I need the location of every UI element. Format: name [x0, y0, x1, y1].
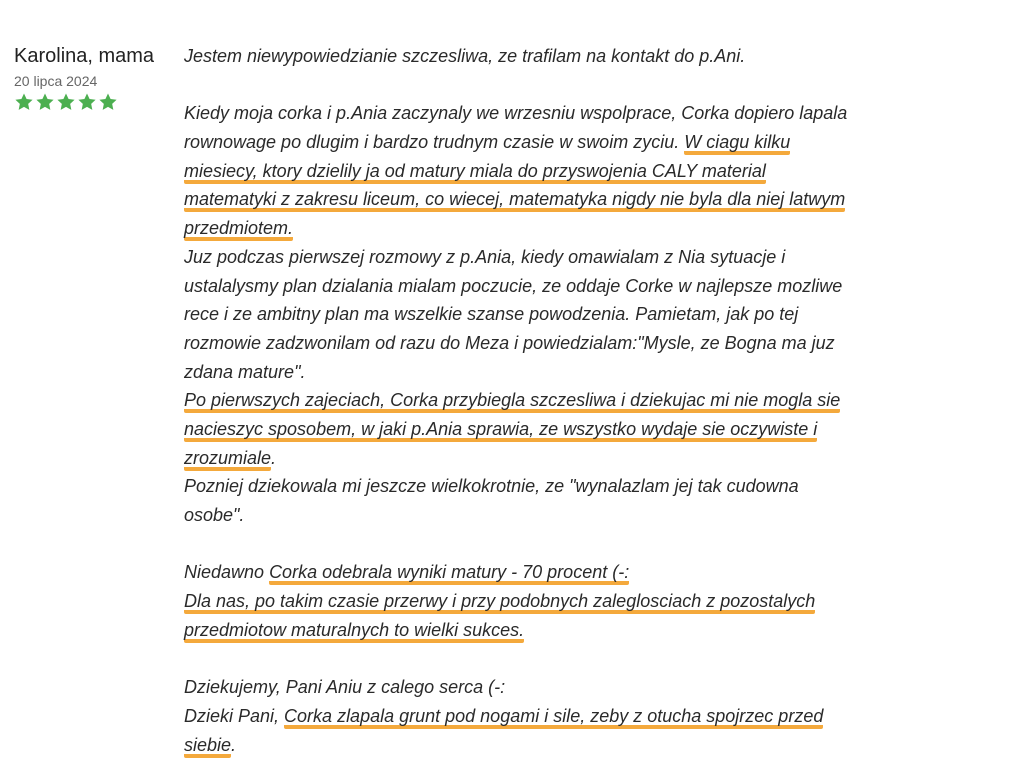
- review-line: [184, 673, 909, 702]
- text-segment: Jestem niewypowiedzianie szczesliwa, ze trafilam na kontakt do p.Ani.: [184, 46, 746, 66]
- text-segment: Pozniej dziekowala mi jeszcze wielkokrotnie, ze "wynalazlam jej tak cudowna: [184, 476, 799, 497]
- star-icon: [35, 92, 55, 112]
- review-line: [184, 587, 909, 616]
- review-line: [184, 444, 909, 473]
- review-line: [184, 702, 909, 731]
- highlighted-text: Corka zlapala grunt pod nogami i sile, zeby z otucha spojrzec przed: [284, 706, 823, 729]
- review-line: [184, 415, 909, 444]
- star-rating: [14, 92, 179, 112]
- review-line: [184, 128, 909, 157]
- review-line: [184, 300, 909, 329]
- text-segment: .: [271, 447, 277, 468]
- highlighted-text: nacieszyc sposobem, w jaki p.Ania sprawia, ze wszystko wydaje sie oczywiste i: [184, 419, 817, 442]
- text-segment: Dziekujemy, Pani Aniu z calego serca (-:: [184, 677, 506, 698]
- review-line: [184, 185, 909, 214]
- text-segment: Juz podczas pierwszej rozmowy z p.Ania, kiedy omawialam z Nia sytuacje i: [184, 246, 786, 267]
- text-segment: Kiedy moja corka i p.Ania zaczynaly we wrzesniu wspolprace, Corka dopiero lapala: [184, 103, 848, 124]
- review-date: 20 lipca 2024: [14, 73, 98, 89]
- review-line: [184, 558, 909, 587]
- review-line: [184, 42, 909, 71]
- paragraph-gap: [184, 644, 909, 673]
- star-icon: [56, 92, 76, 112]
- review-author-block: [14, 42, 179, 112]
- highlighted-text: przedmiotow maturalnych to wielki sukces.: [184, 620, 524, 643]
- review-line: [184, 272, 909, 301]
- text-segment: osobe".: [184, 505, 245, 525]
- review-text: [184, 42, 909, 759]
- highlighted-text: Dla nas, po takim czasie przerwy i przy podobnych zaleglosciach z pozostalych: [184, 591, 815, 614]
- paragraph-gap: [184, 71, 909, 100]
- highlighted-text: matematyki z zakresu liceum, co wiecej, matematyka nigdy nie byla dla niej latwym: [184, 189, 845, 212]
- review-line: [184, 386, 909, 415]
- review-line: [184, 243, 909, 272]
- review-line: [184, 358, 909, 387]
- text-segment: .: [231, 734, 237, 755]
- review-line: [184, 329, 909, 358]
- star-icon: [77, 92, 97, 112]
- review-line: [184, 99, 909, 128]
- text-segment: rownowage po dlugim i bardzo trudnym czasie w swoim zyciu.: [184, 132, 685, 153]
- highlighted-text: zrozumiale: [184, 448, 271, 471]
- highlighted-text: W ciagu kilku: [684, 132, 790, 155]
- highlighted-text: miesiecy, ktory dzielily ja od matury miala do przyswojenia CALY material: [184, 161, 766, 184]
- review-line: [184, 214, 909, 243]
- highlighted-text: Corka odebrala wyniki matury - 70 procent (-:: [269, 562, 629, 585]
- highlighted-text: Po pierwszych zajeciach, Corka przybiegla szczesliwa i dziekujac mi nie mogla sie: [184, 390, 840, 413]
- highlighted-text: przedmiotem.: [184, 218, 293, 241]
- star-icon: [98, 92, 118, 112]
- review-line: [184, 731, 909, 760]
- author-name: Karolina, mama: [14, 45, 155, 67]
- text-segment: rece i ze ambitny plan ma wszelkie szanse powodzenia. Pamietam, jak po tej: [184, 304, 799, 325]
- review-line: [184, 157, 909, 186]
- review-line: [184, 472, 909, 501]
- text-segment: Dzieki Pani,: [184, 705, 285, 726]
- paragraph-gap: [184, 530, 909, 559]
- text-segment: Niedawno: [184, 562, 270, 583]
- review-line: [184, 616, 909, 645]
- text-segment: zdana mature".: [184, 361, 306, 382]
- review-line: [184, 501, 909, 530]
- text-segment: ustalalysmy plan dzialania mialam poczucie, ze oddaje Corke w najlepsze mozliwe: [184, 275, 843, 296]
- text-segment: rozmowie zadzwonilam od razu do Meza i powiedzialam:"Mysle, ze Bogna ma juz: [184, 332, 835, 353]
- star-icon: [14, 92, 34, 112]
- highlighted-text: siebie: [184, 735, 231, 758]
